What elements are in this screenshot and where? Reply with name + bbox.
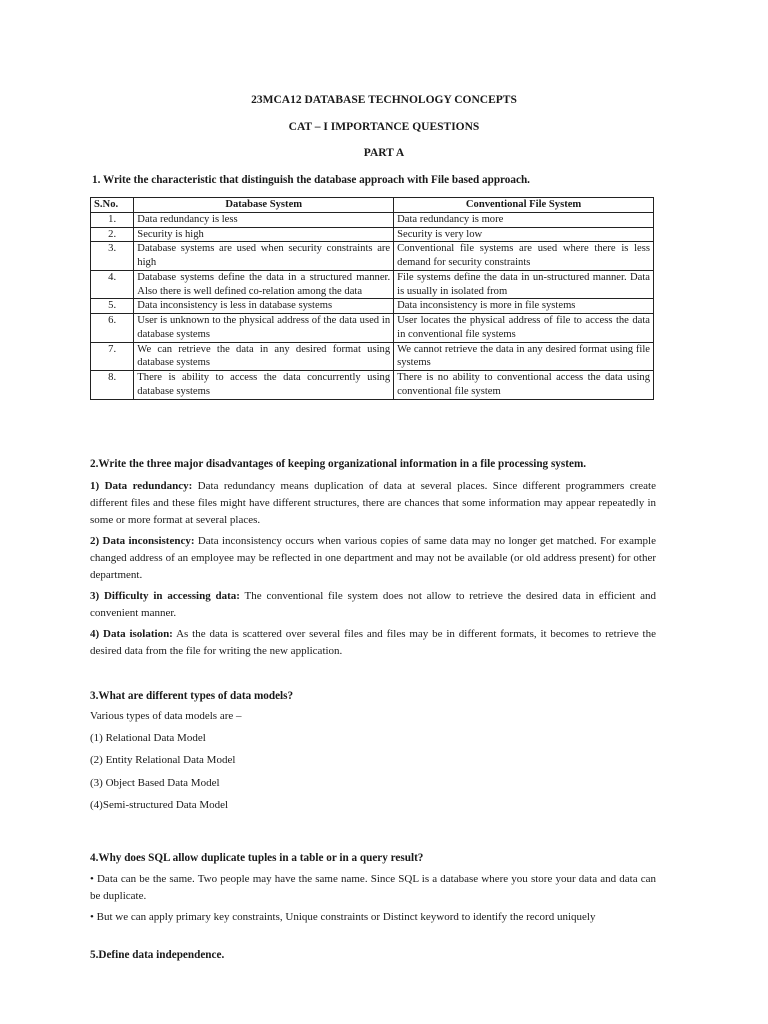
list-item: (1) Relational Data Model (90, 732, 206, 745)
part-heading: PART A (363, 147, 405, 159)
question-3: 3.What are different types of data models? (90, 690, 294, 702)
table-row (91, 270, 654, 299)
question-2: 2.Write the three major disadvantages of keeping organizational information in a file processing system. (90, 458, 587, 470)
answer-intro: Various types of data models are – (90, 710, 242, 722)
point-term: 2) Data inconsistency: (90, 535, 195, 548)
point-text: The conventional file system does not allow to retrieve the desired data in efficient and convenient manner. (90, 590, 657, 620)
cell-database-system: Data redundancy is less (134, 212, 394, 227)
answer-point (90, 626, 656, 660)
column-header-database-system: Database System (134, 198, 394, 213)
cell-sno: 1. (91, 212, 134, 227)
cell-database-system: There is ability to access the data concurrently using database systems (134, 371, 394, 400)
cell-sno: 3. (91, 242, 134, 271)
list-item: (4)Semi-structured Data Model (90, 798, 229, 811)
cell-file-system: Data redundancy is more (394, 212, 654, 227)
point-term: 3) Difficulty in accessing data: (90, 590, 240, 603)
cell-file-system: Security is very low (394, 227, 654, 242)
cell-sno: 2. (91, 227, 134, 242)
table-row (91, 212, 654, 227)
question-4: 4.Why does SQL allow duplicate tuples in a table or in a query result? (90, 852, 424, 864)
comparison-table (90, 197, 654, 400)
point-term: 1) Data redundancy: (90, 480, 193, 492)
table-row (91, 342, 654, 371)
point-text: As the data is scattered over several files and files may be in different formats, it becomes to retrieve the desired data from the file for writing the new application. (90, 628, 657, 658)
column-header-sno: S.No. (91, 198, 134, 213)
point-text: Data redundancy means duplication of data at several places. Since different programmers create different files and these files might have different structures, there are chances that some information may appear repeatedly in some or more format at several places. (90, 480, 656, 527)
cell-sno: 7. (91, 342, 134, 371)
table-row (91, 227, 654, 242)
cell-sno: 6. (91, 314, 134, 343)
table-row (91, 314, 654, 343)
table-row (91, 299, 654, 314)
question-3-answer (90, 709, 656, 820)
cell-file-system: User locates the physical address of file to access the data in conventional file systems (394, 314, 654, 343)
cell-database-system: Security is high (134, 227, 394, 242)
document-subtitle: CAT – I IMPORTANCE QUESTIONS (288, 121, 480, 133)
question-2-answer (90, 478, 656, 664)
cell-sno: 5. (91, 299, 134, 314)
answer-point: • But we can apply primary key constraints, Unique constraints or Distinct keyword to identify the record uniquely (90, 911, 596, 924)
answer-point (90, 478, 656, 529)
answer-point (90, 533, 656, 584)
cell-database-system: We can retrieve the data in any desired format using database systems (134, 342, 394, 371)
cell-sno: 4. (91, 270, 134, 299)
cell-database-system: Database systems are used when security constraints are high (134, 242, 394, 271)
cell-database-system: User is unknown to the physical address of the data used in database systems (134, 314, 394, 343)
answer-point (90, 588, 656, 622)
table-header-row (91, 198, 654, 213)
cell-file-system: Data inconsistency is more in file systems (394, 299, 654, 314)
list-item: (3) Object Based Data Model (90, 776, 220, 789)
column-header-file-system: Conventional File System (394, 198, 654, 213)
point-text: Data inconsistency occurs when various copies of same data may no longer get matched. For example changed address of an employee may be reflected in one department and may not be available (or old address present) for other department. (90, 535, 656, 582)
point-term: 4) Data isolation: (90, 628, 173, 641)
answer-point: • Data can be the same. Two people may have the same name. Since SQL is a database where you store your data and data can be duplicate. (90, 873, 656, 903)
cell-file-system: Conventional file systems are used where there is less demand for security constraints (394, 242, 654, 271)
cell-database-system: Data inconsistency is less in database systems (134, 299, 394, 314)
table-row (91, 371, 654, 400)
cell-file-system: We cannot retrieve the data in any desired format using file systems (394, 342, 654, 371)
cell-file-system: File systems define the data in un-structured manner. Data is usually in isolated from (394, 270, 654, 299)
cell-file-system: There is no ability to conventional access the data using conventional file system (394, 371, 654, 400)
question-4-answer (90, 871, 656, 930)
question-5: 5.Define data independence. (90, 949, 225, 961)
cell-database-system: Database systems define the data in a structured manner. Also there is well defined co-relation among the data (134, 270, 394, 299)
table-row (91, 242, 654, 271)
list-item: (2) Entity Relational Data Model (90, 754, 236, 767)
document-title: 23MCA12 DATABASE TECHNOLOGY CONCEPTS (251, 94, 517, 106)
cell-sno: 8. (91, 371, 134, 400)
question-1: 1. Write the characteristic that distinguish the database approach with File based approach. (92, 174, 530, 186)
